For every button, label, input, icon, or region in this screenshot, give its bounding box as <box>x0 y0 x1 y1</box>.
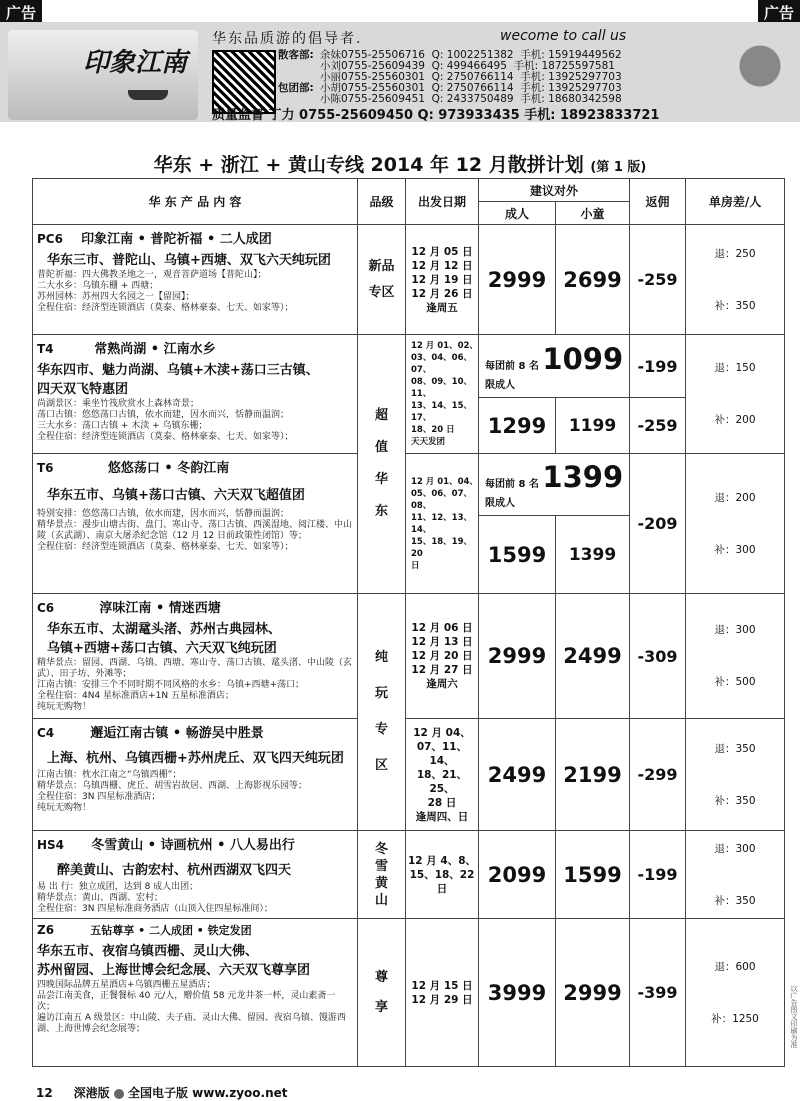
page-footer <box>36 1084 287 1101</box>
adult-price: 2099 <box>479 831 556 919</box>
departure-dates: 12 月 15 日 12 月 29 日 <box>406 919 479 1067</box>
adult-price: 2499 <box>479 719 556 831</box>
promo-note: 每团前 8 名 <box>485 360 539 372</box>
product-code: HS4 <box>37 838 65 852</box>
adult-price: 1299 <box>479 398 556 454</box>
rebate: -199 <box>630 831 686 919</box>
rebate: -209 <box>630 454 686 594</box>
product-title: 冬雪黄山 • 诗画杭州 • 八人易出行 <box>91 838 295 853</box>
product-details: 尚湖景区：乘坐竹筏欣赏水上森林奇景； 荡口古镇：悠悠荡口古镇，依水而建，因水而兴，恬静而温润； 三大水乡：荡口古镇 + 木渎 + 乌镇东栅； 全程住宿：经济型连锁酒店（莫泰、格林豪泰、七天、如家等）； <box>37 399 294 442</box>
product-code: C4 <box>37 726 55 740</box>
child-price: 2499 <box>556 594 630 719</box>
product-row-t6 <box>33 454 785 516</box>
landscape-logo-image <box>8 30 198 120</box>
single-supplement: 退：300 补：350 <box>686 831 785 919</box>
ad-tag-right: 广告 <box>758 0 800 25</box>
product-route: 华东五市、乌镇+荡口古镇、六天双飞超值团 <box>47 488 305 503</box>
product-code: PC6 <box>37 232 63 246</box>
product-details: 精华景点：留园、西湖、乌镇、西塘、寒山寺、荡口古镇、鼋头渚、中山陵（玄武）、田子坊、外滩等； 江南古镇：安排三个不同时期不同风格的水乡：乌镇+西塘+荡口； 全程住宿：4N4 星标准酒店+1N 五星标准酒店； 纯玩无购物！ <box>37 658 353 712</box>
product-cell <box>33 719 358 831</box>
grade-winter: 冬 雪 黄 山 <box>358 831 406 919</box>
single-supplement: 退：600 补：1250 <box>686 919 785 1067</box>
product-details: 江南古镇：枕水江南之“乌镇西栅”； 精华景点：乌镇西栅、虎丘、胡雪岩故居、西湖、上海影视乐园等； 全程住宿：3N 四星标准酒店； 纯玩无购物！ <box>37 770 308 813</box>
product-route: 醉美黄山、古韵宏村、杭州西湖双飞四天 <box>57 863 292 878</box>
single-supplement: 退：150 补：200 <box>686 335 785 454</box>
product-row-c4 <box>33 719 785 831</box>
product-route: 上海、杭州、乌镇西栅+苏州虎丘、双飞四天纯玩团 <box>47 751 344 766</box>
grade-pure: 纯 玩 专 区 <box>358 594 406 831</box>
quality-supervision: 质量监督 丁力 0755-25609450 Q: 973933435 手机: 18923833721 <box>212 108 660 123</box>
product-cell <box>33 454 358 594</box>
rebate: -299 <box>630 719 686 831</box>
single-supplement: 退：300 补：500 <box>686 594 785 719</box>
product-code: C6 <box>37 601 55 615</box>
header-single: 单房差/人 <box>686 179 785 225</box>
promo-price: 1399 <box>542 460 624 494</box>
child-price: 1199 <box>556 398 630 454</box>
product-cell <box>33 594 358 719</box>
page-number: 12 <box>36 1086 53 1100</box>
rebate: -259 <box>630 225 686 335</box>
product-title: 五钻尊享 • 二人成团 • 铁定发团 <box>90 924 252 937</box>
departure-dates: 12 月 01、02、 03、04、06、07、 08、09、10、11、 13、14、15、17、 18、20 日 天天发团 <box>406 335 479 454</box>
product-details: 四晚国际品牌五星酒店+乌镇西栅五星酒店； 品尝江南美食，正餐餐标 40 元/人，赠价值 58 元龙井茶一杯，灵山素斋一次； 遍访江南五 A 级景区：中山陵、夫子庙、灵山大佛、留园、夜宿乌镇、馒游西湖、上海世博会纪念展等； <box>37 980 346 1034</box>
product-row-t4 <box>33 335 785 398</box>
promo-limit: 限成人 <box>485 379 515 391</box>
product-title: 悠悠荡口 • 冬韵江南 <box>107 461 230 476</box>
child-price: 1599 <box>556 831 630 919</box>
promo-note: 每团前 8 名 <box>485 479 539 490</box>
contact-list <box>278 50 622 105</box>
child-price: 2199 <box>556 719 630 831</box>
header-product: 华 东 产 品 内 容 <box>33 179 358 225</box>
contact-row: 小丽0755-25560301 Q: 2750766114 手机: 13925297703 <box>320 71 622 83</box>
header-price: 建议对外 <box>479 179 630 202</box>
promo-limit: 限成人 <box>485 498 515 509</box>
header-rebate: 返佣 <box>630 179 686 225</box>
promo-price: 1099 <box>542 341 624 376</box>
slogan-en: wecome to call us <box>500 28 627 44</box>
product-cell <box>33 831 358 919</box>
single-supplement: 退：350 补：350 <box>686 719 785 831</box>
grade-luxury: 尊 享 <box>358 919 406 1067</box>
product-cell <box>33 919 358 1067</box>
contact-row: 散客部: 余妹0755-25506716 Q: 1002251382 手机: 15919449562 <box>278 49 622 61</box>
single-supplement: 退：200 补：300 <box>686 454 785 594</box>
child-price: 2699 <box>556 225 630 335</box>
child-price: 1399 <box>556 516 630 594</box>
product-code: Z6 <box>37 923 55 937</box>
rebate: -309 <box>630 594 686 719</box>
departure-dates: 12 月 05 日 12 月 12 日 12 月 19 日 12 月 26 日 逢周五 <box>406 225 479 335</box>
product-route: 华东四市、魅力尚湖、乌镇+木渎+荡口三古镇、 四天双飞特惠团 <box>37 363 319 397</box>
product-route: 华东五市、夜宿乌镇西栅、灵山大佛、 苏州留园、上海世博会纪念展、六天双飞尊享团 <box>37 944 311 978</box>
header-adult: 成人 <box>479 202 556 225</box>
header-child: 小童 <box>556 202 630 225</box>
boat-icon <box>128 90 168 100</box>
product-details: 普陀祈福：四大佛教圣地之一，观音菩萨道场【普陀山】； 二大水乡：乌镇东栅 + 西塘； 苏州园林：苏州四大名园之一【留园】； 全程住宿：经济型连锁酒店（莫泰、格林豪泰、七天、如家等）； <box>37 270 294 313</box>
product-row-hs4 <box>33 831 785 919</box>
lotus-icon <box>730 32 790 117</box>
product-route: 华东三市、普陀山、乌镇+西塘、双飞六天纯玩团 <box>47 253 331 268</box>
product-title: 淳味江南 • 情迷西塘 <box>99 601 221 616</box>
departure-dates: 12 月 01、04、 05、06、07、08、 11、12、13、14、 15、18、19、20 日 <box>406 454 479 594</box>
website: 全国电子版 www.zyoo.net <box>127 1086 288 1100</box>
product-code: T6 <box>37 461 54 475</box>
contact-row: 小陈0755-25609451 Q: 2433750489 手机: 18680342598 <box>320 93 622 105</box>
product-cell <box>33 335 358 454</box>
departure-dates: 12 月 06 日 12 月 13 日 12 月 20 日 12 月 27 日 逢周六 <box>406 594 479 719</box>
product-code: T4 <box>37 342 54 356</box>
globe-icon <box>114 1089 124 1099</box>
product-route: 华东五市、太湖鼋头渚、苏州古典园林、 乌镇+西塘+荡口古镇、六天双飞纯玩团 <box>47 622 282 656</box>
slogan: 华东品质游的倡导者. <box>212 31 363 47</box>
side-footnote: 以广告图文印刷为准 <box>790 985 798 1048</box>
contact-row: 包团部: 小胡0755-25560301 Q: 2750766114 手机: 13925297703 <box>278 82 622 94</box>
product-title: 常熟尚湖 • 江南水乡 <box>94 342 216 357</box>
edition-name: 深港版 <box>73 1086 110 1100</box>
promo-cell <box>479 335 630 398</box>
departure-dates: 12 月 4、8、 15、18、22 日 <box>406 831 479 919</box>
adult-price: 2999 <box>479 594 556 719</box>
single-supplement: 退：250 补：350 <box>686 225 785 335</box>
logo-text: 印象江南 <box>83 48 188 78</box>
product-row-z6 <box>33 919 785 1067</box>
grade-new: 新品 专区 <box>358 225 406 335</box>
grade-value: 超 值 华 东 <box>358 335 406 594</box>
product-title: 邂逅江南古镇 • 畅游吴中胜景 <box>90 726 264 741</box>
adult-price: 2999 <box>479 225 556 335</box>
ad-tag-left: 广告 <box>0 0 42 25</box>
departure-dates: 12 月 04、 07、11、14、 18、21、25、 28 日 逢周四、日 <box>406 719 479 831</box>
rebate: -199 <box>630 335 686 398</box>
product-cell <box>33 225 358 335</box>
child-price: 2999 <box>556 919 630 1067</box>
header-date: 出发日期 <box>406 179 479 225</box>
header-row <box>33 179 785 202</box>
product-title: 印象江南 • 普陀祈福 • 二人成团 <box>81 232 272 247</box>
rebate: -399 <box>630 919 686 1067</box>
rebate: -259 <box>630 398 686 454</box>
product-details: 易 出 行：独立成团，达到 8 成人出团； 精华景点：黄山、西湖、宏村； 全程住宿：3N 四星标准商务酒店（山顶入住四星标准间）； <box>37 882 273 914</box>
product-details: 特别安排：悠悠荡口古镇，依水而建，因水而兴，恬静而温润； 精华景点：漫步山塘古街、盘门、寒山寺、荡口古镇、西溪湿地、阅江楼、中山陵（玄武湖）、南京大屠杀纪念馆（12 月 12 日前政策性闭馆）等； 全程住宿：经济型连锁酒店（莫泰、格林豪泰、七天、如家等）； <box>37 509 353 552</box>
tour-table <box>32 178 785 1067</box>
edition-label: (第 1 版) <box>590 160 647 175</box>
adult-price: 3999 <box>479 919 556 1067</box>
product-row-pc6 <box>33 225 785 335</box>
promo-cell <box>479 454 630 516</box>
page-title: 华东 + 浙江 + 黄山专线 2014 年 12 月散拼计划 (第 1 版) <box>153 154 647 176</box>
contact-row: 小刘0755-25609439 Q: 499466495 手机: 18725597581 <box>320 60 615 72</box>
adult-price: 1599 <box>479 516 556 594</box>
header-grade: 品级 <box>358 179 406 225</box>
product-row-c6 <box>33 594 785 719</box>
agency-banner <box>0 22 800 122</box>
